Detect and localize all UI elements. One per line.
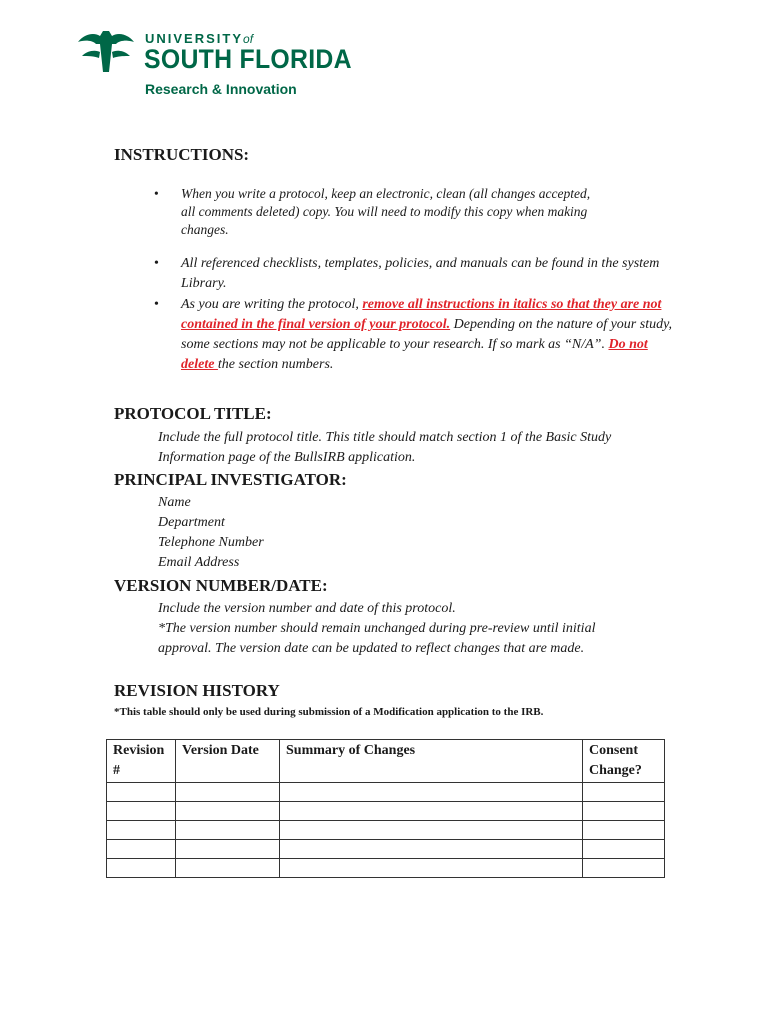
table-cell[interactable] [280, 859, 583, 878]
list-item: • When you write a protocol, keep an electronic, clean (all changes accepted, all comments deleted) copy. You will need to modify this copy when making changes. [154, 186, 591, 237]
principal-investigator-fields [158, 493, 678, 573]
principal-investigator-heading: PRINCIPAL INVESTIGATOR: [114, 470, 347, 489]
table-cell[interactable] [176, 840, 280, 859]
table-cell[interactable] [107, 783, 176, 802]
col-version-date: Version Date [176, 740, 280, 783]
table-header-row [107, 740, 665, 783]
do-not-delete-warning: Do not delete [181, 337, 648, 372]
table-cell[interactable] [176, 821, 280, 840]
table-cell[interactable] [583, 802, 665, 821]
col-summary: Summary of Changes [280, 740, 583, 783]
table-row [107, 859, 665, 878]
revision-history-heading: REVISION HISTORY [114, 681, 280, 700]
italics-warning: remove all instructions in italics so that they are not contained in the final version of your protocol. [181, 297, 662, 332]
table-row [107, 840, 665, 859]
logo-research-innovation: Research & Innovation [145, 81, 297, 97]
table-cell[interactable] [583, 859, 665, 878]
table-cell[interactable] [583, 821, 665, 840]
version-text: Include the version number and date of this protocol. *The version number should remain unchanged during pre-review until initial approval. The version date can be updated to reflect changes that are made. [158, 601, 596, 656]
table-cell[interactable] [107, 840, 176, 859]
revision-history-table [106, 739, 665, 878]
usf-bull-logo-icon [76, 28, 136, 76]
logo-university: UNIVERSITYof [145, 31, 254, 46]
instructions-list [154, 185, 674, 375]
pi-telephone: Telephone Number [158, 535, 264, 550]
table-cell[interactable] [583, 840, 665, 859]
protocol-title-text: Include the full protocol title. This title should match section 1 of the Basic Study Information page of the BullsIRB application. [158, 430, 612, 465]
table-row [107, 783, 665, 802]
pi-department: Department [158, 515, 225, 530]
table-row [107, 802, 665, 821]
col-revision: Revision # [107, 740, 176, 783]
table-cell[interactable] [176, 859, 280, 878]
table-cell[interactable] [107, 821, 176, 840]
table-cell[interactable] [280, 802, 583, 821]
table-cell[interactable] [280, 783, 583, 802]
list-item: • As you are writing the protocol, remove all instructions in italics so that they are not contained in the final version of your protocol. Depending on the nature of your study, some sections may not be applicable to your research. If so mark as “N/A”. Do not delete the section numbers. [154, 297, 673, 372]
protocol-title-heading: PROTOCOL TITLE: [114, 404, 272, 423]
table-cell[interactable] [176, 783, 280, 802]
table-cell[interactable] [107, 802, 176, 821]
table-cell[interactable] [280, 840, 583, 859]
pi-name: Name [158, 495, 191, 510]
list-item: • All referenced checklists, templates, policies, and manuals can be found in the system Library. [154, 256, 660, 291]
table-cell[interactable] [176, 802, 280, 821]
usf-logo [76, 28, 352, 100]
col-consent-change: Consent Change? [583, 740, 665, 783]
logo-south-florida: SOUTH FLORIDA [144, 44, 352, 74]
table-cell[interactable] [280, 821, 583, 840]
version-heading: VERSION NUMBER/DATE: [114, 576, 328, 595]
instructions-heading: INSTRUCTIONS: [114, 145, 250, 164]
table-row [107, 821, 665, 840]
pi-email: Email Address [158, 555, 240, 570]
revision-note: *This table should only be used during submission of a Modification application to the IRB. [114, 706, 544, 718]
table-cell[interactable] [107, 859, 176, 878]
table-cell[interactable] [583, 783, 665, 802]
